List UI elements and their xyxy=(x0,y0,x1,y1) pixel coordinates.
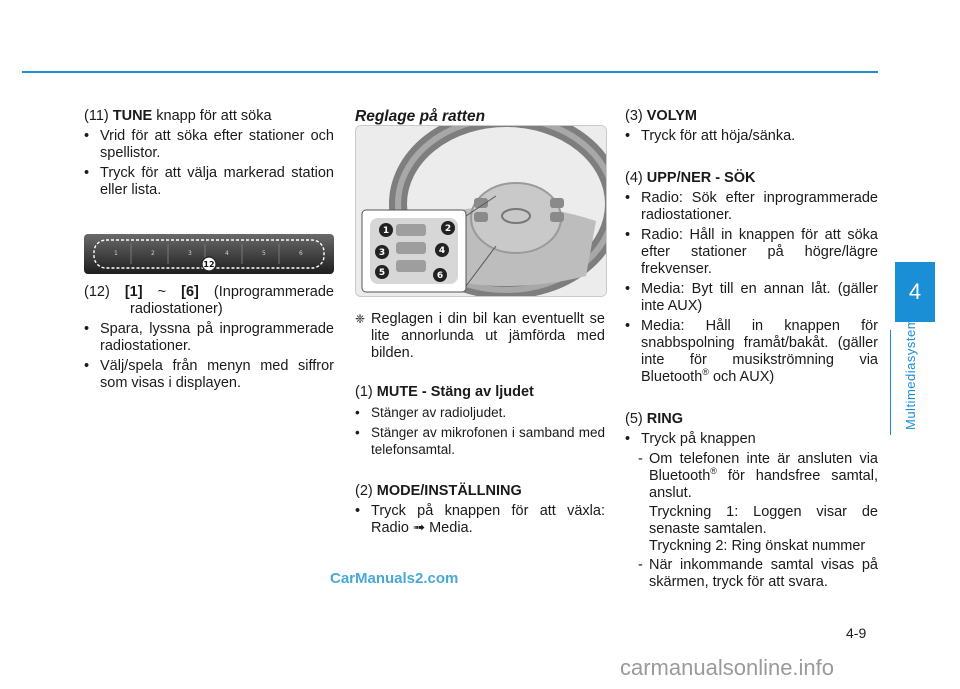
preset-heading-number: (12) xyxy=(84,284,110,300)
seek-bullet-text: Media: Håll in knappen för snabbspolning framåt/bakåt. (gäller inte för musikströmning via Bluetooth xyxy=(641,318,878,385)
callout-2: 2 xyxy=(444,224,452,234)
ring-press-1: Tryckning 1: Loggen visar de senaste samtalen. xyxy=(649,504,878,537)
ring-heading-number: (5) xyxy=(625,411,643,427)
ring-dash xyxy=(625,451,878,502)
preset-heading xyxy=(84,284,334,318)
preset-label: 3 xyxy=(188,250,192,257)
note: ❈ Reglagen i din bil kan eventuellt se lite annorlunda ut jämförda med bilden. xyxy=(355,311,605,362)
ring-dash-text-end: för handsfree samtal, anslut. xyxy=(649,468,878,501)
callout-5: 5 xyxy=(378,268,386,278)
vol-heading xyxy=(625,108,878,125)
tune-bullet: • Tryck för att välja markerad station eller lista. xyxy=(84,165,334,199)
column-right xyxy=(625,108,878,593)
footer-watermark: carmanualsonline.info xyxy=(620,655,835,680)
ring-dash: - När inkommande samtal visas på skärmen, tryck för att svara. xyxy=(625,557,878,591)
tune-heading-number: (11) xyxy=(84,108,109,124)
vol-heading-number: (3) xyxy=(625,108,643,124)
callout-6: 6 xyxy=(436,271,444,281)
mute-bullet: • Stänger av radioljudet. xyxy=(355,404,605,421)
section-title: Reglage på ratten xyxy=(355,108,486,125)
chapter-side-label: Multimediasystem xyxy=(903,317,918,430)
watermark-link[interactable]: CarManuals2.com xyxy=(330,570,459,587)
mode-bullet-text: Tryck på knappen för att växla: Radio xyxy=(371,503,605,536)
preset-label: 2 xyxy=(151,250,155,257)
header-rule xyxy=(22,71,878,73)
seek-bullet xyxy=(625,318,878,386)
preset-heading-tilde: ~ xyxy=(142,284,182,300)
chapter-number: 4 xyxy=(908,279,922,304)
steering-wheel-illustration xyxy=(355,125,607,297)
side-rule xyxy=(890,330,891,435)
preset-callout: 12 xyxy=(203,260,215,269)
callout-1: 1 xyxy=(382,226,390,236)
registered-mark: ® xyxy=(710,466,717,477)
preset-heading-text: (Inprogrammerade radiostationer) xyxy=(130,284,334,317)
tune-heading-text: knapp för att söka xyxy=(152,108,272,124)
mute-heading-number: (1) xyxy=(355,384,373,400)
seek-heading-title: UPP/NER - SÖK xyxy=(646,170,756,186)
seek-heading-number: (4) xyxy=(625,170,643,186)
preset-label: 6 xyxy=(299,250,303,257)
preset-bullet: • Spara, lyssna på inprogrammerade radiostationer. xyxy=(84,321,334,355)
mode-heading xyxy=(355,483,605,500)
mute-bullet: • Stänger av mikrofonen i samband med telefonsamtal. xyxy=(355,424,605,458)
mute-heading-title: MUTE - Stäng av ljudet xyxy=(376,384,534,400)
tune-bullet: • Vrid för att söka efter stationer och spellistor. xyxy=(84,128,334,162)
preset-bullet: • Välj/spela från menyn med siffror som visas i displayen. xyxy=(84,358,334,392)
registered-mark: ® xyxy=(702,367,709,378)
preset-label: 4 xyxy=(225,250,229,257)
ring-bullet: • Tryck på knappen xyxy=(625,431,878,448)
preset-heading-key1: [1] xyxy=(124,284,143,300)
chapter-tab xyxy=(895,262,935,322)
callout-4: 4 xyxy=(438,246,446,256)
tune-heading xyxy=(84,108,334,125)
mode-heading-number: (2) xyxy=(355,483,373,499)
seek-bullet-text-end: och AUX) xyxy=(708,369,775,385)
mode-bullet xyxy=(355,503,605,537)
column-middle xyxy=(355,108,605,540)
vol-heading-title: VOLYM xyxy=(646,108,697,124)
preset-label: 5 xyxy=(262,250,266,257)
seek-bullet: • Media: Byt till en annan låt. (gäller inte AUX) xyxy=(625,281,878,315)
seek-bullet: • Radio: Håll in knappen för att söka efter stationer på högre/lägre frekvenser. xyxy=(625,227,878,278)
mode-bullet-text-end: Media. xyxy=(425,520,473,536)
mode-heading-title: MODE/INSTÄLLNING xyxy=(376,483,522,499)
arrow-icon: ➟ xyxy=(412,520,426,536)
callout-3: 3 xyxy=(378,248,386,258)
page-number: 4-9 xyxy=(846,625,867,641)
ring-heading-title: RING xyxy=(646,411,684,427)
tune-heading-key: TUNE xyxy=(112,108,153,124)
vol-bullet: • Tryck för att höja/sänka. xyxy=(625,128,878,145)
preset-label: 1 xyxy=(114,250,118,257)
preset-heading-key2: [6] xyxy=(181,284,199,300)
ring-press-2: Tryckning 2: Ring önskat nummer xyxy=(649,538,866,554)
seek-bullet: • Radio: Sök efter inprogrammerade radiostationer. xyxy=(625,190,878,224)
seek-heading xyxy=(625,170,878,187)
column-left xyxy=(84,108,334,395)
ring-dash-text: Om telefonen inte är ansluten via Bluetooth xyxy=(649,451,878,484)
ring-heading xyxy=(625,411,878,428)
preset-panel-illustration xyxy=(84,234,334,274)
mute-heading xyxy=(355,384,605,401)
